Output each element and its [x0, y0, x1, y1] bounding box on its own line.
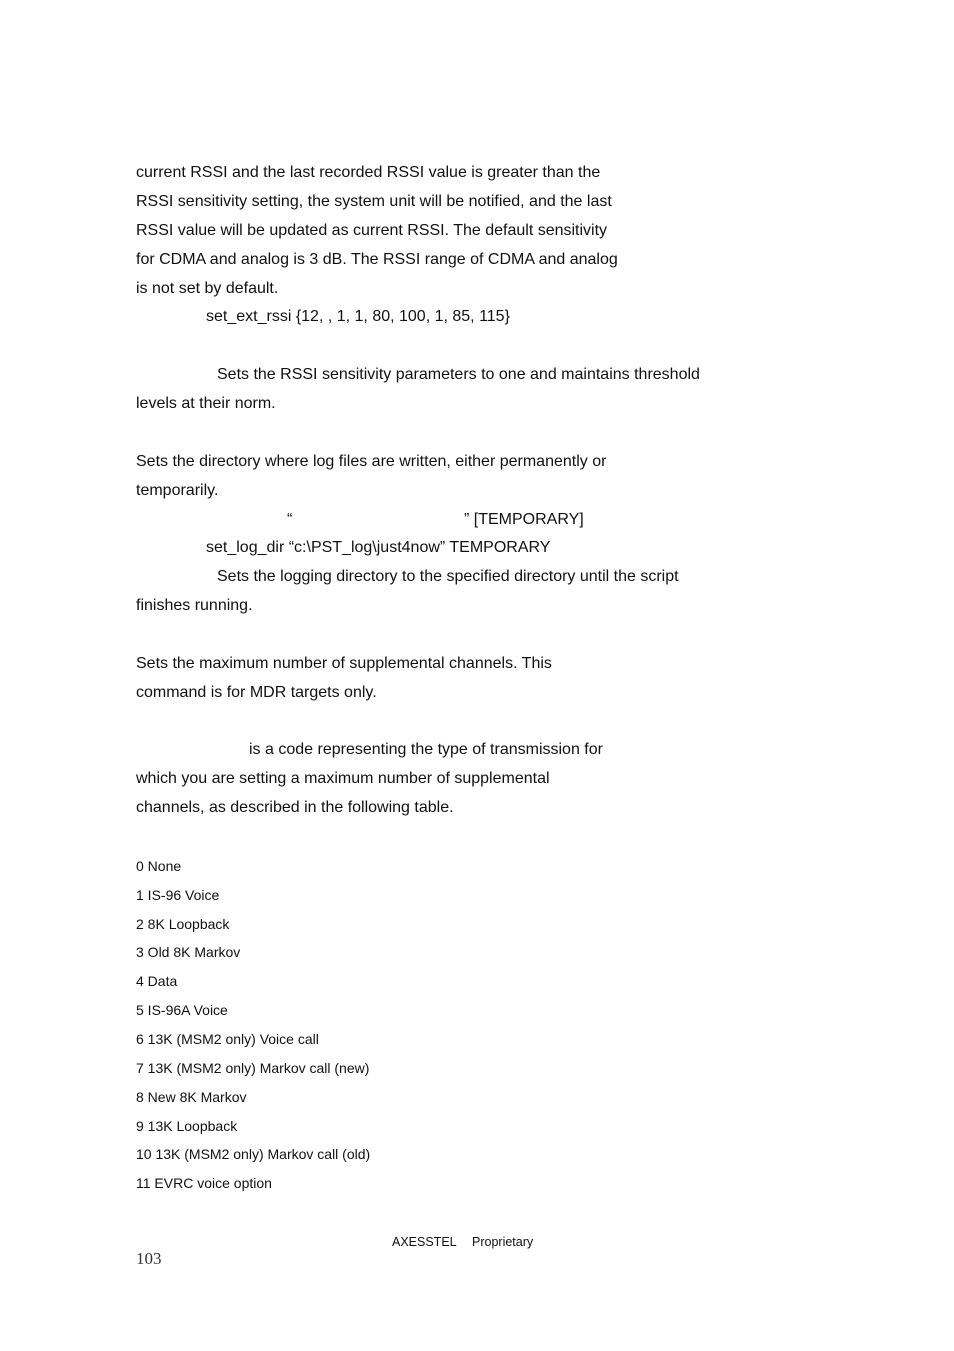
result1-line2: levels at their norm. [136, 395, 276, 412]
para1-line1: current RSSI and the last recorded RSSI value is greater than the [136, 164, 601, 181]
code-row: 5 IS-96A Voice [136, 1002, 228, 1018]
footer-label: Proprietary [472, 1235, 534, 1249]
code-row: 3 Old 8K Markov [136, 944, 241, 960]
max-supp-param-line1: is a code representing the type of transmission for [249, 741, 603, 758]
code-row: 4 Data [136, 973, 178, 989]
code-row: 7 13K (MSM2 only) Markov call (new) [136, 1060, 370, 1076]
code-row: 6 13K (MSM2 only) Voice call [136, 1031, 319, 1047]
set-log-dir-result-line2: finishes running. [136, 597, 253, 614]
set-log-dir-syntax-open-quote: “ [287, 511, 293, 528]
set-log-dir-desc-line1: Sets the directory where log files are written, either permanently or [136, 453, 607, 470]
page-number: 103 [136, 1249, 162, 1268]
max-supp-desc-line1: Sets the maximum number of supplemental channels. This [136, 655, 552, 672]
para1-line2: RSSI sensitivity setting, the system unit will be notified, and the last [136, 193, 612, 210]
code-row: 11 EVRC voice option [136, 1175, 272, 1191]
max-supp-desc-line2: command is for MDR targets only. [136, 684, 377, 701]
max-supp-param-line3: channels, as described in the following table. [136, 799, 454, 816]
footer-company: AXESSTEL [392, 1235, 457, 1249]
para1-line3: RSSI value will be updated as current RSSI. The default sensitivity [136, 222, 608, 239]
code-row: 2 8K Loopback [136, 916, 230, 932]
set-log-dir-syntax-rest: ” [TEMPORARY] [464, 511, 584, 528]
example-set-ext-rssi: set_ext_rssi {12, , 1, 1, 80, 100, 1, 85, 115} [206, 308, 510, 325]
code-row: 8 New 8K Markov [136, 1089, 247, 1105]
code-row: 1 IS-96 Voice [136, 887, 220, 903]
para1-line5: is not set by default. [136, 280, 279, 297]
code-row: 10 13K (MSM2 only) Markov call (old) [136, 1146, 371, 1162]
set-log-dir-desc-line2: temporarily. [136, 482, 219, 499]
result1-line1: Sets the RSSI sensitivity parameters to one and maintains threshold [217, 366, 700, 383]
set-log-dir-example: set_log_dir “c:\PST_log\just4now” TEMPORARY [206, 539, 551, 556]
set-log-dir-result-line1: Sets the logging directory to the specified directory until the script [217, 568, 679, 585]
para1-line4: for CDMA and analog is 3 dB. The RSSI range of CDMA and analog [136, 251, 618, 268]
code-row: 9 13K Loopback [136, 1118, 238, 1134]
code-row: 0 None [136, 858, 182, 874]
max-supp-param-line2: which you are setting a maximum number of supplemental [136, 770, 550, 787]
